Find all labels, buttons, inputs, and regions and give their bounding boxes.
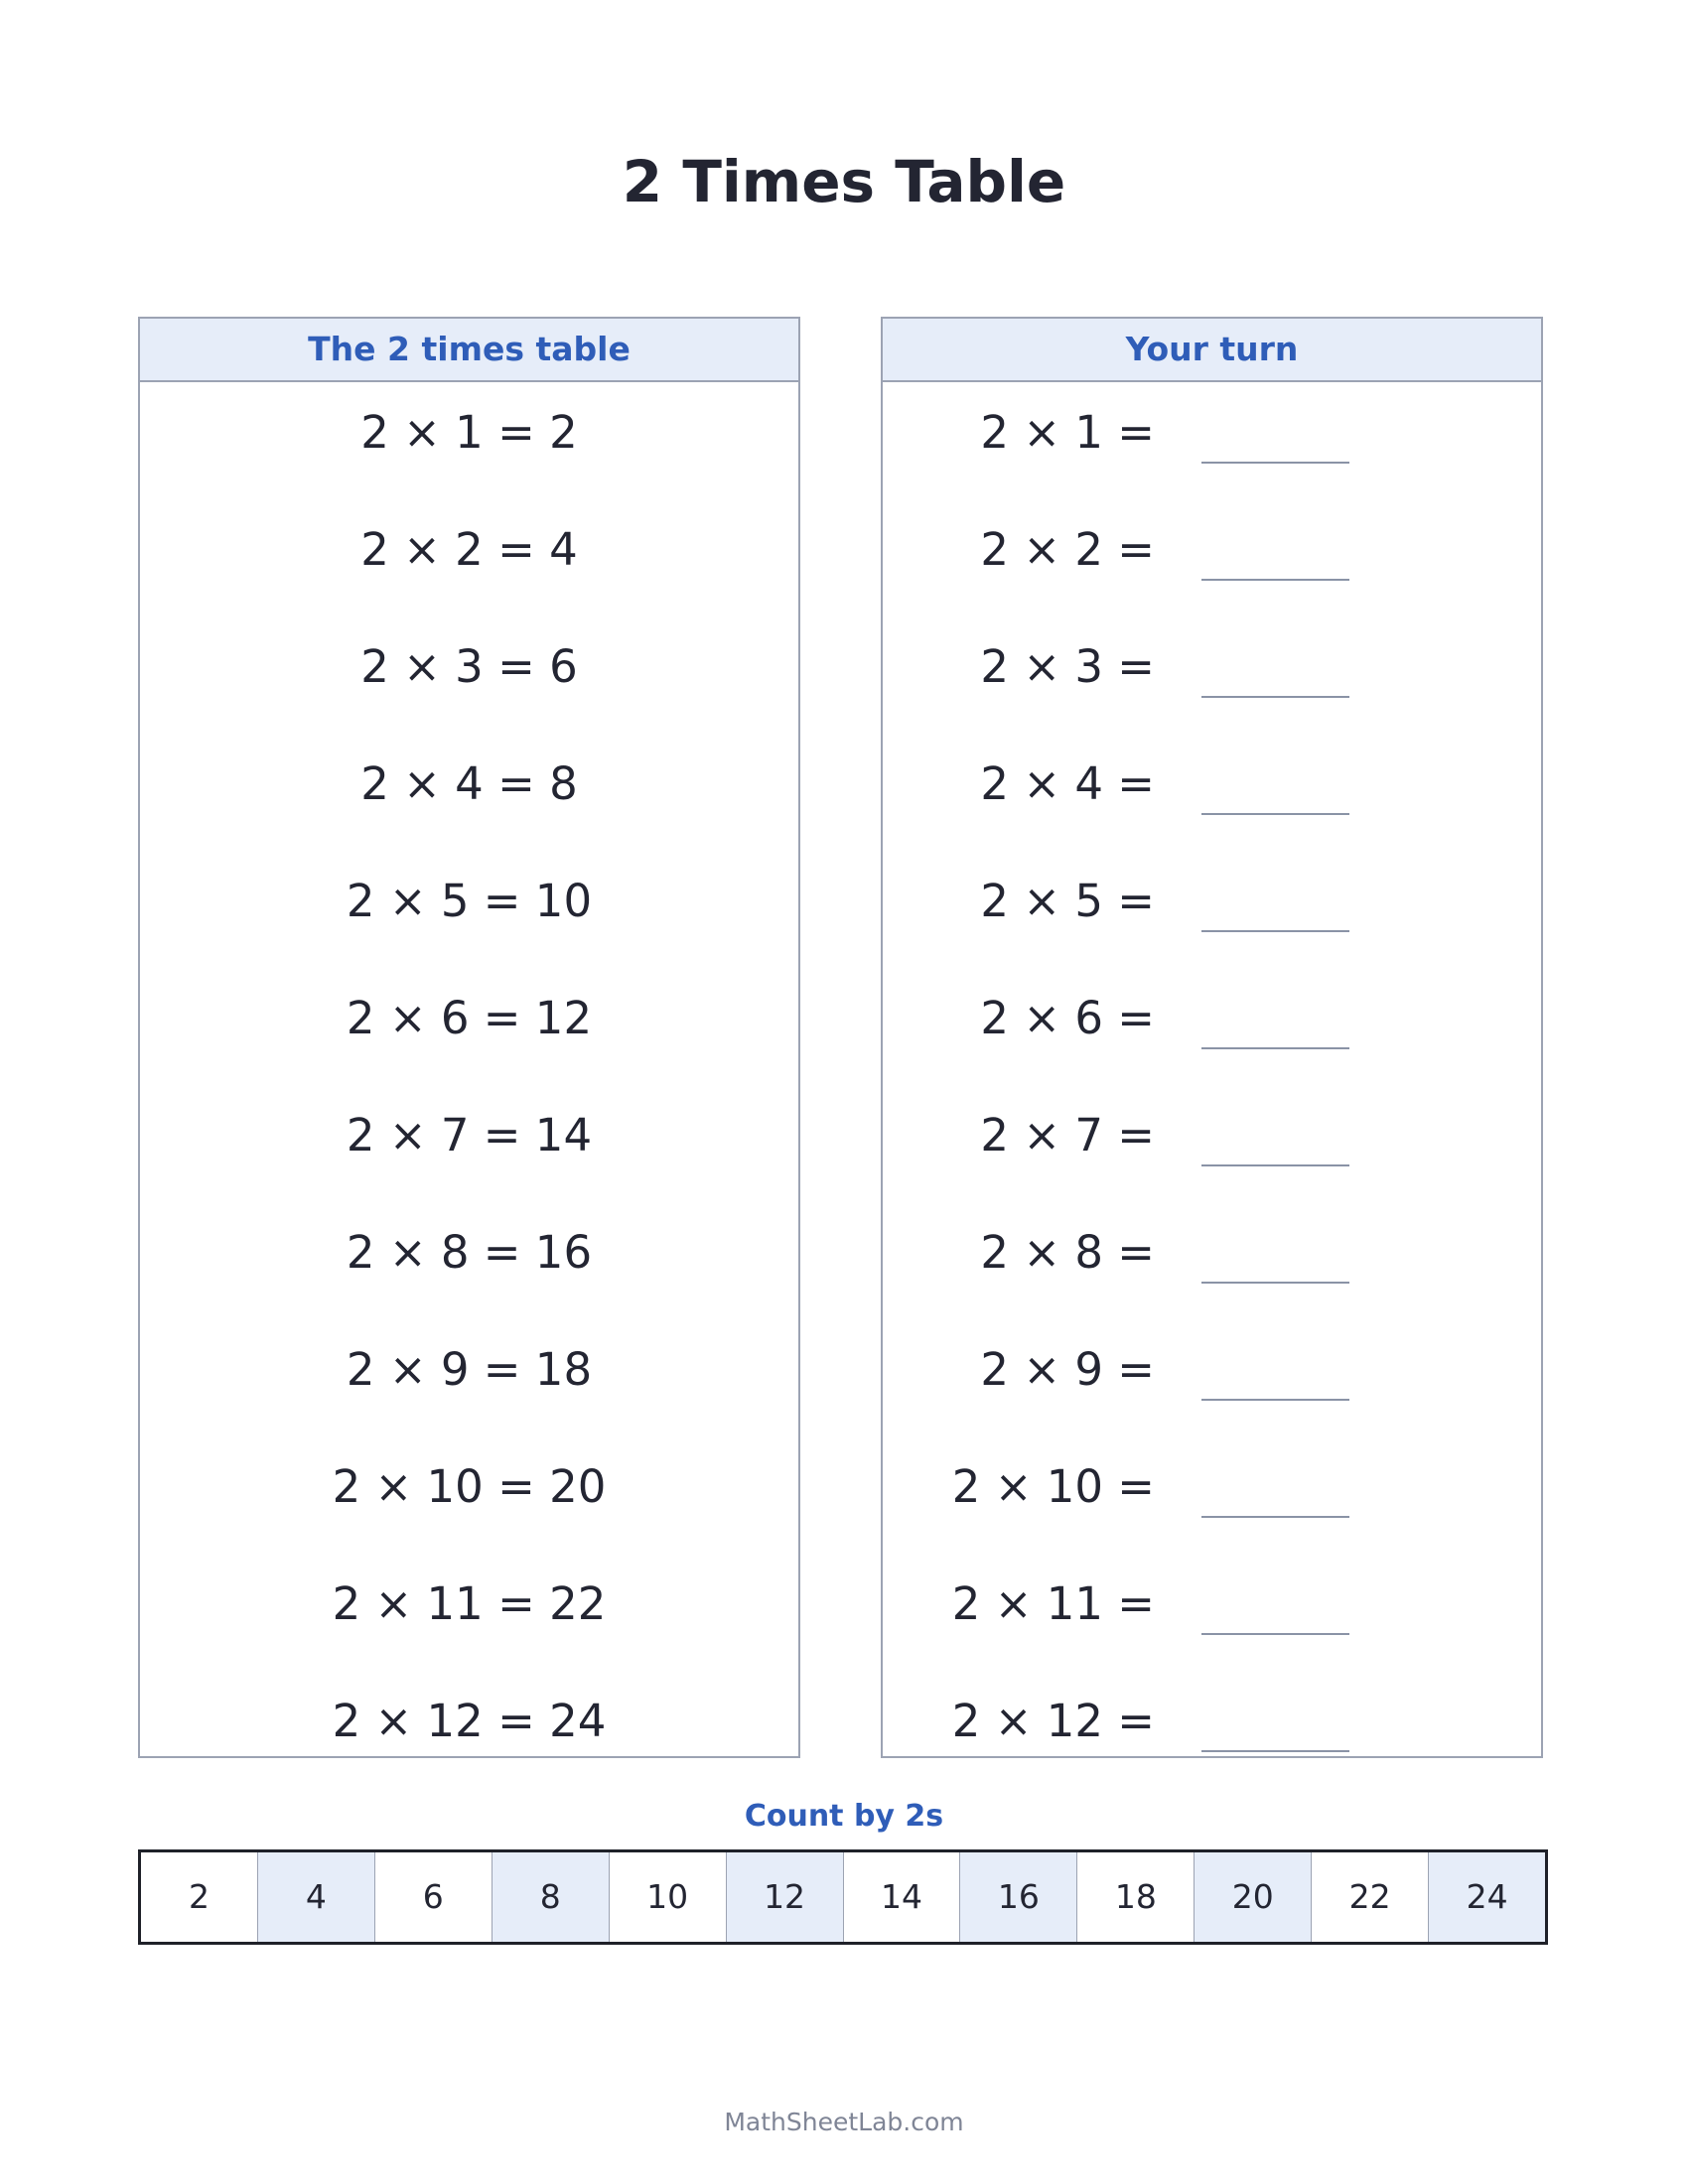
your-turn-panel-header: Your turn: [883, 319, 1541, 382]
count-by-cell: 14: [844, 1852, 961, 1942]
practice-question: 2 × 8 =: [980, 1226, 1155, 1279]
answer-blank-line[interactable]: [1201, 1399, 1349, 1401]
times-table-fact: 2 × 1 = 2: [360, 406, 578, 459]
practice-row: [883, 522, 1541, 578]
times-table-fact: 2 × 4 = 8: [360, 757, 578, 810]
page-title: 2 Times Table: [622, 148, 1066, 215]
practice-question: 2 × 7 =: [980, 1109, 1155, 1161]
times-table-fact: 2 × 12 = 24: [332, 1695, 607, 1747]
practice-question: 2 × 3 =: [980, 640, 1155, 693]
practice-row: [883, 1459, 1541, 1515]
times-table-fact: 2 × 5 = 10: [346, 875, 593, 927]
times-table-panel-header: The 2 times table: [140, 319, 798, 382]
your-turn-panel: [881, 317, 1543, 1758]
count-by-cell: 22: [1312, 1852, 1429, 1942]
count-by-strip: [138, 1849, 1548, 1945]
count-by-cell: 4: [258, 1852, 375, 1942]
times-table-fact: 2 × 8 = 16: [346, 1226, 593, 1279]
times-table-fact: 2 × 6 = 12: [346, 992, 593, 1044]
answer-blank-line[interactable]: [1201, 813, 1349, 815]
practice-question: 2 × 10 =: [951, 1460, 1155, 1513]
practice-question: 2 × 4 =: [980, 757, 1155, 810]
practice-question: 2 × 6 =: [980, 992, 1155, 1044]
answer-blank-line[interactable]: [1201, 696, 1349, 698]
answer-blank-line[interactable]: [1201, 1047, 1349, 1049]
answer-blank-line[interactable]: [1201, 1750, 1349, 1752]
count-by-label: Count by 2s: [744, 1799, 944, 1834]
answer-blank-line[interactable]: [1201, 1164, 1349, 1166]
answer-blank-line[interactable]: [1201, 1282, 1349, 1284]
footer-site-name: MathSheetLab.com: [724, 2108, 964, 2136]
practice-row: [883, 1694, 1541, 1749]
times-table-fact: 2 × 2 = 4: [360, 523, 578, 576]
count-by-cell: 16: [960, 1852, 1077, 1942]
times-table-fact: 2 × 7 = 14: [346, 1109, 593, 1161]
practice-question: 2 × 1 =: [980, 406, 1155, 459]
count-by-cell: 8: [492, 1852, 610, 1942]
count-by-cell: 6: [375, 1852, 492, 1942]
times-table-fact: 2 × 3 = 6: [360, 640, 578, 693]
practice-question: 2 × 2 =: [980, 523, 1155, 576]
practice-row: [883, 991, 1541, 1046]
practice-question: 2 × 11 =: [951, 1577, 1155, 1630]
practice-row: [883, 756, 1541, 812]
practice-row: [883, 1342, 1541, 1398]
answer-blank-line[interactable]: [1201, 1633, 1349, 1635]
times-table-fact: 2 × 9 = 18: [346, 1343, 593, 1396]
practice-row: [883, 639, 1541, 695]
answer-blank-line[interactable]: [1201, 930, 1349, 932]
practice-row: [883, 405, 1541, 461]
count-by-cell: 18: [1077, 1852, 1195, 1942]
practice-question: 2 × 12 =: [951, 1695, 1155, 1747]
count-by-cell: 10: [610, 1852, 727, 1942]
count-by-cell: 20: [1195, 1852, 1312, 1942]
times-table-panel: [138, 317, 800, 1758]
answer-blank-line[interactable]: [1201, 462, 1349, 464]
count-by-cell: 12: [727, 1852, 844, 1942]
practice-row: [883, 1576, 1541, 1632]
answer-blank-line[interactable]: [1201, 1516, 1349, 1518]
count-by-cell: 24: [1429, 1852, 1545, 1942]
times-table-fact: 2 × 10 = 20: [332, 1460, 607, 1513]
practice-row: [883, 1225, 1541, 1281]
count-by-cell: 2: [141, 1852, 258, 1942]
practice-row: [883, 1108, 1541, 1163]
practice-row: [883, 874, 1541, 929]
practice-question: 2 × 9 =: [980, 1343, 1155, 1396]
practice-question: 2 × 5 =: [980, 875, 1155, 927]
times-table-fact: 2 × 11 = 22: [332, 1577, 607, 1630]
answer-blank-line[interactable]: [1201, 579, 1349, 581]
